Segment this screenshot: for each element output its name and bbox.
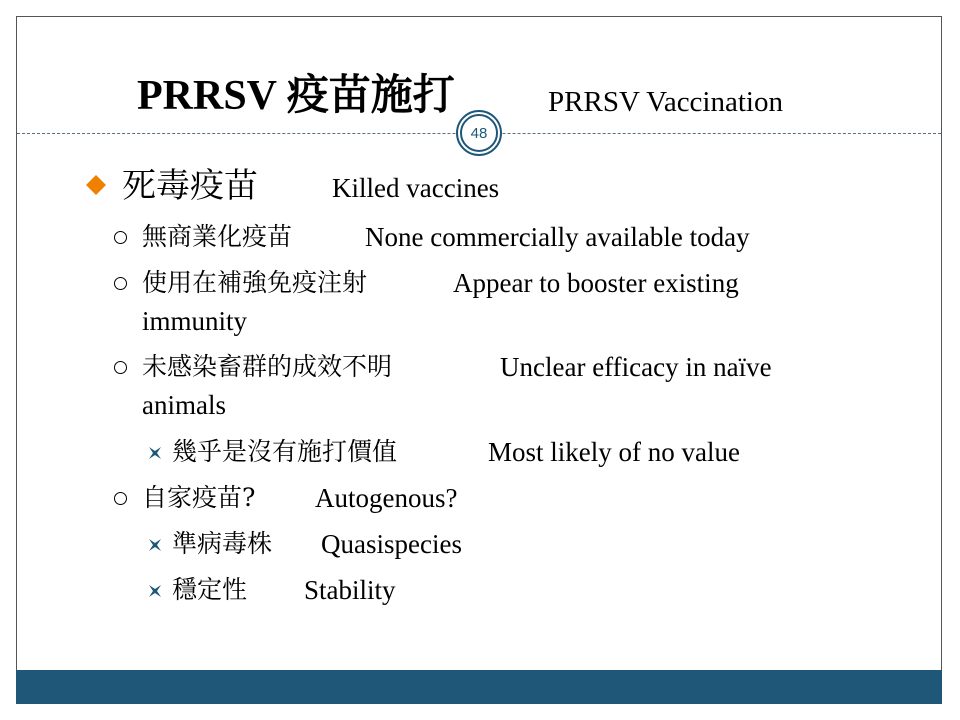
item-2-cjk: 使用在補強免疫注射 <box>142 268 368 297</box>
item-2-en: Appear to booster existing <box>453 268 739 298</box>
item-1-cjk: 無商業化疫苗 <box>142 222 293 251</box>
subitem-1-cjk: 幾乎是沒有施打價值 <box>172 437 398 466</box>
bullet-l1-en: Killed vaccines <box>332 173 500 203</box>
slide-title: PRRSV 疫苗施打 <box>137 73 455 119</box>
item-3-en: Unclear efficacy in naïve <box>500 352 772 382</box>
subitem-3-cjk: 穩定性 <box>172 575 248 604</box>
subitem-1-en: Most likely of no value <box>488 437 740 467</box>
item-3-cjk: 未感染畜群的成效不明 <box>142 352 393 381</box>
item-4-cjk: 自家疫苗? <box>142 483 256 512</box>
page-number: 48 <box>460 114 498 152</box>
star-bullet-icon <box>148 584 162 598</box>
item-4-en: Autogenous? <box>315 483 458 513</box>
subitem-3-en: Stability <box>304 575 396 605</box>
star-bullet-icon <box>148 538 162 552</box>
item-3-continuation: animals <box>142 390 226 420</box>
footer-bar <box>16 670 942 704</box>
circle-bullet-icon <box>114 361 127 374</box>
circle-bullet-icon <box>114 277 127 290</box>
subitem-2-en: Quasispecies <box>321 529 462 559</box>
star-bullet-icon <box>148 446 162 460</box>
circle-bullet-icon <box>114 492 127 505</box>
bullet-l1-cjk: 死毒疫苗 <box>122 166 258 206</box>
circle-bullet-icon <box>114 231 127 244</box>
diamond-bullet-icon <box>85 174 107 196</box>
item-1-en: None commercially available today <box>365 222 750 252</box>
subitem-2-cjk: 準病毒株 <box>172 529 273 558</box>
item-2-continuation: immunity <box>142 306 248 336</box>
page-number-badge <box>456 110 502 156</box>
slide-title-english: PRRSV Vaccination <box>548 86 783 118</box>
